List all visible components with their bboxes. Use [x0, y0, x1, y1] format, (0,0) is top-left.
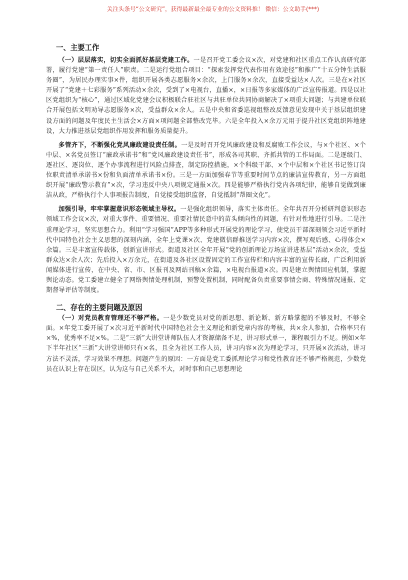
paragraph-body: 一是少数党员对党的新思想、新论断、新方略掌握的不够及时，不够全面。×年党工委开展了×次习近平新时代中国特色社会主义理论和新党章内容的考核，共×余人参加，合格率只有×%，优秀率不足×%。二是“三新”大讲堂讲师队伍人才资源储备不足，讲习形式单一，课程吸引力不足。例如×年下半年社区“三新”大讲堂讲师只有×名，且全为社区工作人员，讲习内容×次为理论学习，只开展×次活动，讲习方法不灵活，学习效果不理想。问题产生的原因：一方面是党工委抓理论学习和党性教育还不够严格规范，少数党员在认识上存在误区，认为这与自己关系不大，对时事和自己思想理论: [46, 315, 366, 373]
paragraph-lead: 加强引导，牢牢掌握意识形态领域主导权。: [58, 206, 181, 214]
section-heading-main-work: 一、主要工作: [56, 43, 100, 52]
paragraph-body: 一是强化组织领导，落实主体责任。全年共召开分析研判意识形态领域工作会议×次，对重大事件、重要情况、重要社情民意中的苗头倾向性的问题，有针对性地进行引导。二是注重理论学习，坚实思想合力。利用“学习强国”APP等多种形式开展党的理论学习，使党员干部深刻领会习近平新时代中国特色社会主义思想的深刻内涵，全年上党课×次、党建微信群推送学习内容×次，撰写观后感、心得体会×余篇。三是丰富宣传载体，创新宣讲形式。街道及社区全年开展“党的创新理论万场宣讲进基层”活动×余次，受益群众达×余人次；先后投入×万余元，在街道及各社区设置固定的工作宣传栏和内容丰富的宣传长廊，广泛利用新闻媒体进行宣传，在中央、省、市、区报刊及网站刊稿×余篇，×电视台报道×次。四是建立舆情回应机制，掌握舆论动态。党工委建立健全了网络舆情处理机制，预警处置机制，同时配备负责重要事情会商、特殊情况通报、定期督导评估等制度。: [46, 206, 366, 295]
paragraph-party-building: [46, 56, 366, 137]
paragraph-education-management: [46, 314, 366, 375]
paragraph-integrity: [46, 141, 366, 202]
paragraph-body: 一是及时召开党风廉政建设和反腐败工作会议，与×个社区、×个中层、×名党员签订“廉政承诺书”和“党风廉政建设责任书”，形成各司其职、齐抓共管的工作局面。二是逐级门、逐社区、逐岗位、逐个办事流程进行风险点排查，制定防控措施，×个科级干部、×个中层和×个社区书记签订岗位职责清单承诺书×份和负面清单承诺书×份。三是一方面加强春节等重要时间节点的廉洁宣传教育，另一方面组织开展“廉政警示教育”×次，学习违反中央八项规定通报×次。四是能够严格执行党内各项纪律，能够自觉做到廉洁从政，严格执行个人事项报告制度，自觉接受组织监督，自觉抵制“帮圈文化”。: [46, 141, 366, 200]
paragraph-ideology: [46, 205, 366, 296]
paragraph-lead: （一）层层落实，切实全面抓好基层党建工作。: [58, 57, 194, 64]
paragraph-lead: （一）对党员教育管理还不够严格。: [58, 315, 164, 323]
header-banner: 关注头条号“公文研究”，获得最新最全最专业的公文资料推！ 微信：公文助手(***): [106, 7, 320, 13]
section-heading-problems: 二、存在的主要问题及原因: [56, 303, 143, 313]
paragraph-lead: 多管齐下，不断强化党风廉政建设责任制。: [58, 141, 182, 149]
paragraph-body: 一是召开党工委会议×次，对党建和社区重点工作认真研究部署，履行党建“第一责任人”职责。二是运行党组合项目：“探索发挥党代表作用有效途径”和推广“十五分钟生活服务圈”，为居民办理实事×件，组织开展各类志愿服务×余次，上门服务×余次，直接受益达×人次。三是在×社区开展了“党建＋七彩服务”系列活动×余次，受到了×电视台，直播×，×日报等多家媒体的广泛宣传报道。四是以社区党组织为“核心”，通过区域化党建会议积极联合驻社区与共驻单位共同协商解决了×项重大问题；与共建单位联合开展包括文明劝导志愿服务×次，受益群众×余人。五是中央和省委巡视组整改反馈意见发现中关于基层组织建设方面的问题及年度民主生活会×方面×项问题全部整改完毕。六是全年投入×余万元用于提升社区党组织阵地建设，大力推进基层党组织作用发挥和服务质量提升。: [46, 57, 367, 135]
